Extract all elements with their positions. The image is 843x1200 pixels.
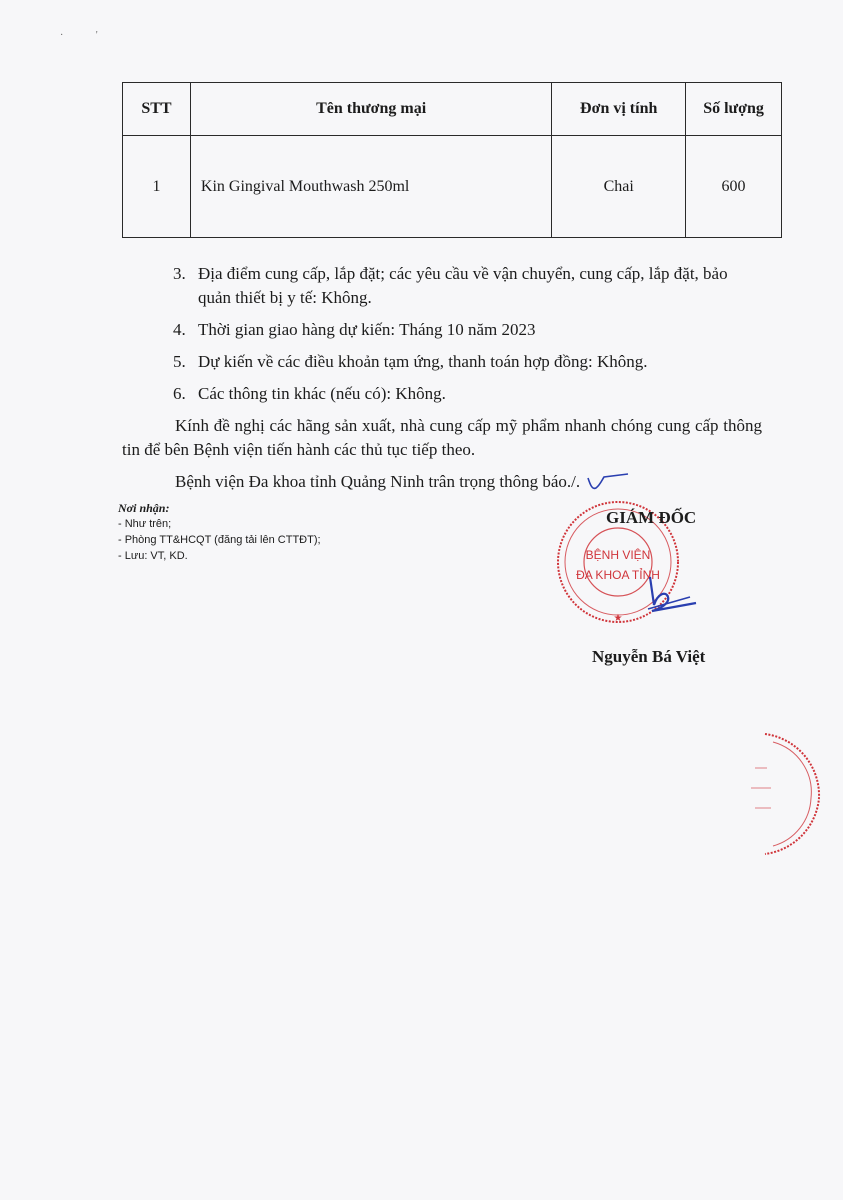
recipients-title: Nơi nhận: (118, 501, 170, 515)
list-item-number: 5. (173, 352, 186, 371)
scan-specks: · ' (60, 30, 98, 41)
table-row (123, 136, 782, 238)
cell-unit: Chai (552, 136, 686, 238)
product-table (122, 82, 782, 238)
page-edge-seal (745, 728, 825, 858)
recipient-line: - Lưu: VT, KD. (118, 550, 188, 562)
header-unit: Đơn vị tính (552, 83, 686, 136)
list-item-number: 4. (173, 320, 186, 339)
table-header-row (123, 83, 782, 136)
cell-stt: 1 (123, 136, 191, 238)
header-quantity: Số lượng (686, 83, 782, 136)
recipient-line: - Phòng TT&HCQT (đăng tải lên CTTĐT); (118, 534, 321, 546)
signer-name: Nguyễn Bá Việt (592, 647, 706, 666)
list-item-text: Địa điểm cung cấp, lắp đặt; các yêu cầu về vận chuyển, cung cấp, lắp đặt, bảo quản thiết bị y tế: Không. (198, 264, 728, 307)
list-item-text: Dự kiến về các điều khoản tạm ứng, thanh toán hợp đồng: Không. (198, 352, 648, 371)
recipients-block (118, 500, 321, 564)
list-item (173, 318, 763, 342)
seal-line-1: BỆNH VIỆN (585, 548, 651, 562)
list-item-number: 3. (173, 264, 186, 283)
header-stt: STT (123, 83, 191, 136)
header-trade-name: Tên thương mại (190, 83, 551, 136)
numbered-list (173, 262, 763, 414)
director-title: GIÁM ĐỐC (606, 508, 697, 527)
closing-paragraph (122, 470, 762, 494)
initial-mark (584, 472, 634, 494)
cell-trade-name: Kin Gingival Mouthwash 250ml (190, 136, 551, 238)
list-item-text: Thời gian giao hàng dự kiến: Tháng 10 năm 2023 (198, 320, 536, 339)
request-paragraph: Kính đề nghị các hãng sản xuất, nhà cung cấp mỹ phẩm nhanh chóng cung cấp thông tin để bên Bệnh viện tiến hành các thủ tục tiếp theo. (122, 416, 762, 459)
list-item-number: 6. (173, 384, 186, 403)
list-item-text: Các thông tin khác (nếu có): Không. (198, 384, 446, 403)
handwritten-signature (640, 575, 700, 615)
cell-quantity: 600 (686, 136, 782, 238)
seal-line-2: ĐA KHOA TỈNH (576, 568, 660, 582)
list-item (173, 382, 763, 406)
svg-text:★: ★ (613, 613, 623, 624)
list-item (173, 262, 763, 310)
list-item (173, 350, 763, 374)
closing-text: Bệnh viện Đa khoa tỉnh Quảng Ninh trân trọng thông báo./. (175, 472, 581, 491)
recipient-line: - Như trên; (118, 518, 172, 530)
